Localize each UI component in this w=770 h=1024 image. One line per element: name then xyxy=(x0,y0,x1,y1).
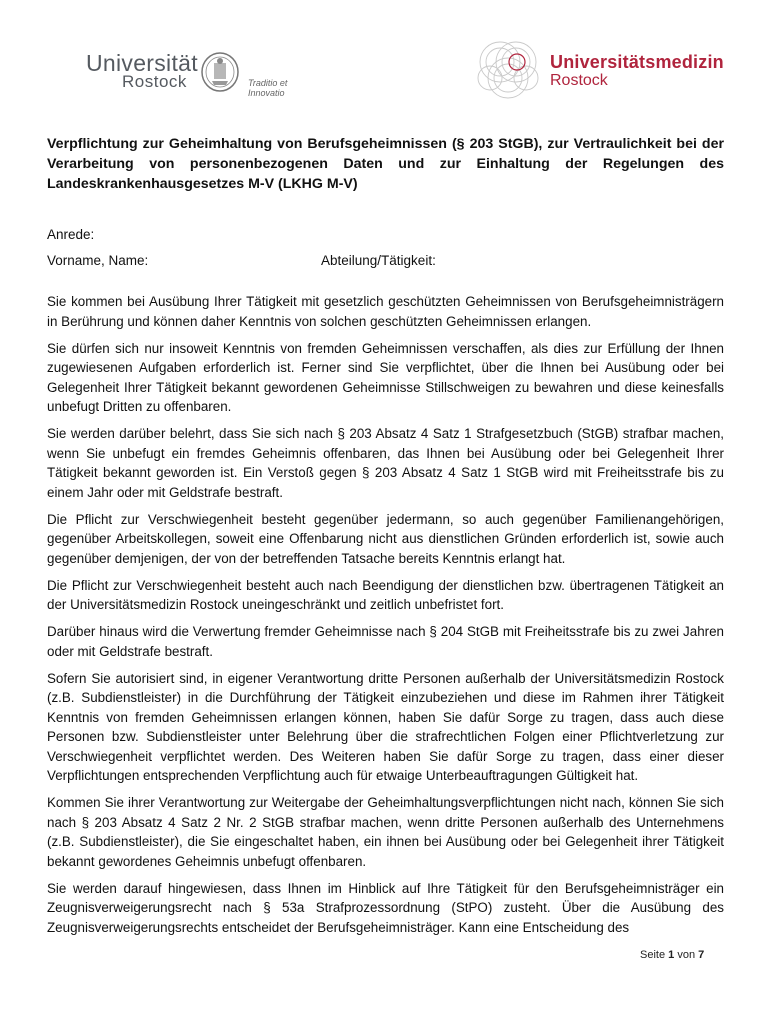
document-body xyxy=(47,292,724,945)
page-of: von xyxy=(677,949,696,961)
paragraph: Sie werden darauf hingewiesen, dass Ihnen im Hinblick auf Ihre Tätigkeit für den Berufsgeheimnisträger ein Zeugnisverweigerungsrecht nach § 53a Strafprozessordnung (StPO) zusteht. Über die Ausübung des Zeugnisverweigerungsrechts entscheidet der Berufsgeheimnisträger. Kann eine Entscheidung des xyxy=(47,880,724,935)
abteilung-label: Abteilung/Tätigkeit: xyxy=(321,253,436,268)
paragraph: Sie dürfen sich nur insoweit Kenntnis von fremden Geheimnissen verschaffen, als dies zur Erfüllung der Ihnen zugewiesenen Aufgaben erforderlich ist. Ferner sind Sie verpflichtet, über die Ihnen bei Ausübung oder bei Gelegenheit Ihrer Tätigkeit bekannt gewordenen Geheimnisse Stillschweigen zu bewahren und diese keinesfalls unbefugt Dritten zu offenbaren. xyxy=(47,340,724,414)
university-rostock-logo xyxy=(86,50,326,96)
anrede-label: Anrede: xyxy=(47,227,95,242)
university-name: Universität xyxy=(86,50,198,76)
university-city: Rostock xyxy=(122,72,187,91)
paragraph: Sofern Sie autorisiert sind, in eigener Verantwortung dritte Personen außerhalb der Universitätsmedizin Rostock (z.B. Subdienstleister) in die Durchführung der Tätigkeit einzubeziehen und diese im Rahmen ihrer Tätigkeit Kenntnis von fremden Geheimnissen erlangen können, haben Sie dafür Sorge zu tragen, dass auch diese Personen bzw. Subdienstleister unter Belehrung über die strafrechtlichen Folgen einer Pflichtverletzung zur Verschwiegenheit verpflichtet werden. Des Weiteren haben Sie dafür Sorge zu tragen, dass einer dieser Verpflichtungen entsprechenden Verpflichtung auch für etwaige Unterbeauftragungen Gültigkeit hat. xyxy=(47,670,724,783)
paragraph: Die Pflicht zur Verschwiegenheit besteht auch nach Beendigung der dienstlichen bzw. übertragenen Tätigkeit an der Universitätsmedizin Rostock uneingeschränkt und zeitlich unbefristet fort. xyxy=(47,577,724,612)
university-motto: Traditio et Innovatio xyxy=(248,78,288,98)
current-page: 1 xyxy=(668,949,675,961)
paragraph: Darüber hinaus wird die Verwertung fremder Geheimnisse nach § 204 StGB mit Freiheitsstrafe bis zu zwei Jahren oder mit Geldstrafe bestraft. xyxy=(47,624,724,659)
universitaetsmedizin-emblem-icon xyxy=(470,38,548,108)
paragraph: Sie kommen bei Ausübung Ihrer Tätigkeit mit gesetzlich geschützten Geheimnissen von Berufsgeheimnisträgern in Berührung und können daher Kenntnis von solchen geschützten Geheimnissen erlangen. xyxy=(47,294,724,329)
university-seal-icon xyxy=(200,51,240,93)
paragraph: Kommen Sie ihrer Verantwortung zur Weitergabe der Geheimhaltungsverpflichtungen nicht nach, können Sie sich nach § 203 Absatz 4 Satz 2 Nr. 2 StGB strafbar machen, wenn dritte Personen außerhalb des Unternehmens (z.B. Subdienstleister), die Sie eingeschaltet haben, ein ihnen bei Ausübung oder bei Gelegenheit ihrer Tätigkeit bekannt gewordenes Geheimnis unbefugt offenbaren. xyxy=(47,795,724,869)
page-header xyxy=(0,0,770,110)
document-title: Verpflichtung zur Geheimhaltung von Berufsgeheimnissen (§ 203 StGB), zur Vertraulichkeit bei der Verarbeitung von personenbezogenen Daten und zur Einhaltung der Regelungen des Landeskrankenhausgesetzes M-V (LKHG M-V) xyxy=(47,136,724,192)
page-number xyxy=(640,949,704,961)
universitaetsmedizin-logo xyxy=(470,38,740,108)
medical-center-name: Universitätsmedizin xyxy=(550,52,724,72)
total-pages: 7 xyxy=(698,949,705,961)
page-prefix: Seite xyxy=(640,949,666,961)
paragraph: Die Pflicht zur Verschwiegenheit besteht gegenüber jedermann, so auch gegenüber Familienangehörigen, gegenüber Arbeitskollegen, soweit eine Offenbarung nicht aus dienstlichen Gründen erforderlich ist, sowie auch gegenüber demjenigen, der von der betreffenden Tatsache bereits Kenntnis erlangt hat. xyxy=(47,511,724,566)
paragraph: Sie werden darüber belehrt, dass Sie sich nach § 203 Absatz 4 Satz 1 Strafgesetzbuch (StGB) strafbar machen, wenn Sie unbefugt ein fremdes Geheimnis offenbaren, das Ihnen bei Ausübung oder bei Gelegenheit Ihrer Tätigkeit bekannt geworden ist. Ein Verstoß gegen § 203 Absatz 4 Satz 1 StGB wird mit Freiheitsstrafe bis zu einem Jahr oder mit Geldstrafe bestraft. xyxy=(47,426,724,500)
medical-center-city: Rostock xyxy=(550,72,608,89)
name-label: Vorname, Name: xyxy=(47,253,149,268)
